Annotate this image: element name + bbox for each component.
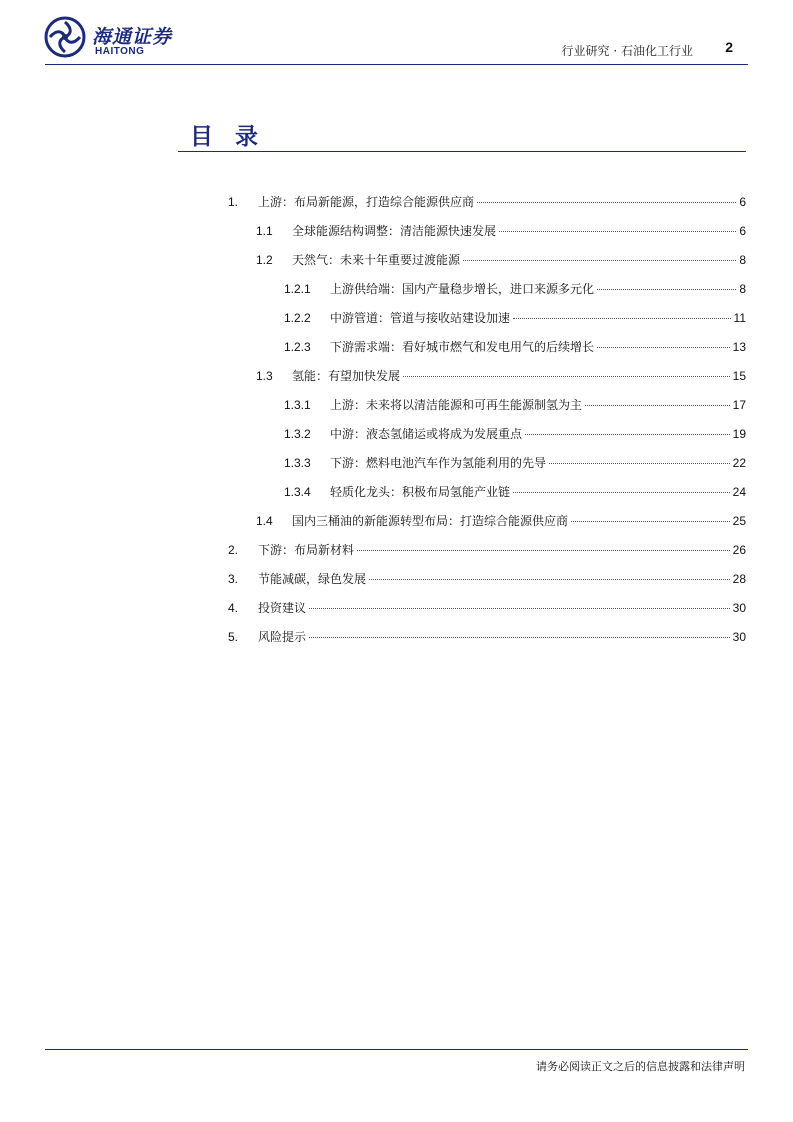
toc-entry-number: 3. [228, 572, 239, 586]
toc-entry-label: 下游：燃料电池汽车作为氢能利用的先导 [330, 456, 547, 470]
toc-entry-label: 国内三桶油的新能源转型布局：打造综合能源供应商 [292, 514, 569, 528]
footer-divider [45, 1049, 748, 1050]
toc-entry[interactable] [256, 512, 746, 534]
toc-entry[interactable] [228, 193, 746, 215]
title-divider [178, 151, 746, 152]
toc-leader-dots [597, 347, 730, 348]
toc-leader-dots [463, 260, 736, 261]
toc-entry-page: 25 [732, 514, 746, 528]
toc-entry-number: 1.3 [256, 369, 273, 383]
toc-entry-page: 19 [732, 427, 746, 441]
toc-entry[interactable] [284, 338, 746, 360]
toc-entry-number: 1.2.2 [284, 311, 311, 325]
toc-entry[interactable] [284, 483, 746, 505]
toc-entry-number: 1.4 [256, 514, 273, 528]
toc-leader-dots [499, 231, 736, 232]
toc-leader-dots [477, 202, 736, 203]
toc-entry[interactable] [256, 222, 746, 244]
toc-entry-label: 投资建议 [258, 601, 307, 615]
brand-name-en: HAITONG [95, 46, 145, 57]
toc-entry-label: 上游供给端：国内产量稳步增长，进口来源多元化 [330, 282, 595, 296]
haitong-logo-icon [44, 16, 86, 58]
toc-entry-page: 22 [732, 456, 746, 470]
toc-leader-dots [549, 463, 730, 464]
toc-entry-number: 1.3.1 [284, 398, 311, 412]
toc-entry-page: 13 [732, 340, 746, 354]
toc-entry[interactable] [284, 454, 746, 476]
toc-entry[interactable] [284, 425, 746, 447]
toc-entry[interactable] [284, 396, 746, 418]
toc-leader-dots [357, 550, 730, 551]
toc-leader-dots [369, 579, 730, 580]
toc-entry-page: 26 [732, 543, 746, 557]
toc-entry-label: 风险提示 [258, 630, 307, 644]
toc-entry[interactable] [228, 628, 746, 650]
toc-entry-page: 11 [733, 311, 746, 325]
toc-entry[interactable] [228, 570, 746, 592]
toc-leader-dots [309, 608, 730, 609]
toc-leader-dots [571, 521, 730, 522]
toc-leader-dots [597, 289, 736, 290]
toc-entry-page: 6 [739, 195, 746, 209]
toc-entry-label: 下游：布局新材料 [258, 543, 355, 557]
toc-entry-label: 中游管道：管道与接收站建设加速 [330, 311, 511, 325]
toc-leader-dots [513, 492, 730, 493]
toc-entry-page: 30 [732, 601, 746, 615]
toc-entry-number: 1.2.3 [284, 340, 311, 354]
toc-entry-page: 15 [732, 369, 746, 383]
toc-entry-number: 1.1 [256, 224, 273, 238]
toc-entry-number: 5. [228, 630, 239, 644]
toc-entry-label: 氢能：有望加快发展 [292, 369, 401, 383]
toc-entry[interactable] [256, 367, 746, 389]
toc-entry-label: 中游：液态氢储运或将成为发展重点 [330, 427, 523, 441]
toc-entry-number: 1.3.3 [284, 456, 311, 470]
toc-entry-page: 8 [739, 253, 746, 267]
page-number: 2 [725, 39, 733, 55]
toc-entry[interactable] [228, 599, 746, 621]
footer-disclaimer: 请务必阅读正文之后的信息披露和法律声明 [536, 1060, 745, 1073]
toc-entry-label: 下游需求端：看好城市燃气和发电用气的后续增长 [330, 340, 595, 354]
toc-entry-page: 6 [739, 224, 746, 238]
toc-entry-number: 4. [228, 601, 239, 615]
toc-entry[interactable] [228, 541, 746, 563]
toc-entry-number: 1.3.4 [284, 485, 311, 499]
toc-entry-label: 节能减碳，绿色发展 [258, 572, 367, 586]
toc-entry[interactable] [284, 309, 746, 331]
toc-entry-page: 17 [732, 398, 746, 412]
toc-entry-number: 1.2 [256, 253, 273, 267]
toc-entry-number: 1.2.1 [284, 282, 311, 296]
toc-entry-label: 轻质化龙头：积极布局氢能产业链 [330, 485, 511, 499]
toc-entry-label: 全球能源结构调整：清洁能源快速发展 [292, 224, 497, 238]
brand-name-cn: 海通证券 [92, 26, 173, 48]
toc-entry-page: 24 [732, 485, 746, 499]
toc-entry-label: 上游：布局新能源，打造综合能源供应商 [258, 195, 475, 209]
toc-entry-number: 1.3.2 [284, 427, 311, 441]
toc-entry[interactable] [284, 280, 746, 302]
toc-entry-label: 上游：未来将以清洁能源和可再生能源制氢为主 [330, 398, 583, 412]
report-category: 行业研究 · 石油化工行业 [561, 44, 693, 58]
toc-entry-number: 2. [228, 543, 239, 557]
toc-leader-dots [403, 376, 730, 377]
toc-leader-dots [309, 637, 730, 638]
header-divider [45, 64, 748, 65]
toc-entry-page: 8 [739, 282, 746, 296]
toc-entry[interactable] [256, 251, 746, 273]
toc-entry-number: 1. [228, 195, 239, 209]
toc-entry-page: 30 [732, 630, 746, 644]
toc-entry-label: 天然气：未来十年重要过渡能源 [292, 253, 461, 267]
toc-leader-dots [525, 434, 730, 435]
toc-leader-dots [513, 318, 731, 319]
toc-leader-dots [585, 405, 730, 406]
toc-entry-page: 28 [732, 572, 746, 586]
toc-title: 目录 [190, 124, 280, 150]
haitong-logo [44, 16, 204, 60]
